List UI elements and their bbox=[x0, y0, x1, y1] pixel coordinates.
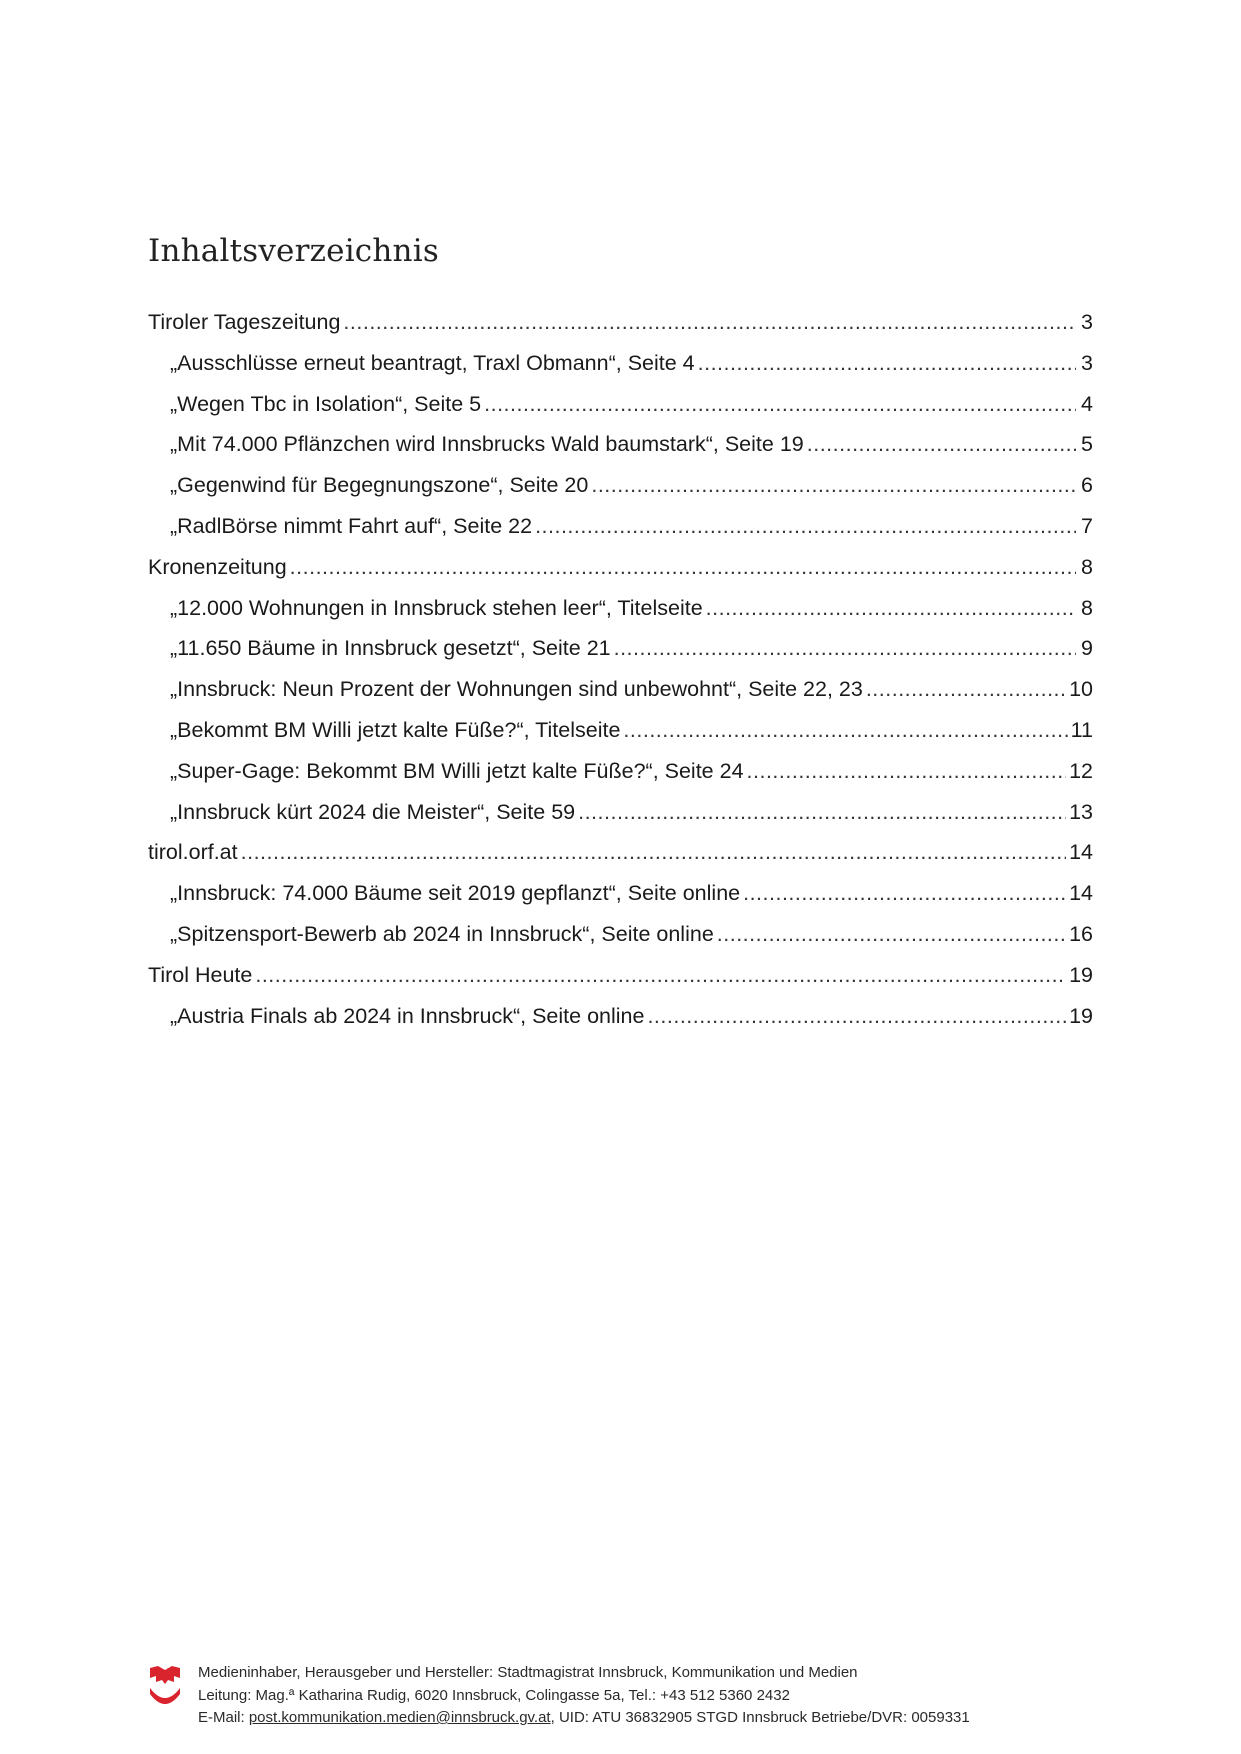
table-of-contents bbox=[148, 302, 1093, 1036]
toc-article-entry[interactable] bbox=[148, 873, 1093, 914]
toc-dot-leader bbox=[743, 873, 1066, 914]
footer-publisher: Medieninhaber, Herausgeber und Hersteller: Stadtmagistrat Innsbruck, Kommunikation und Medien bbox=[198, 1664, 858, 1681]
toc-entry-text: „12.000 Wohnungen in Innsbruck stehen leer“, Titelseite bbox=[170, 595, 703, 620]
toc-dot-leader bbox=[866, 669, 1066, 710]
toc-entry-text: Kronenzeitung bbox=[148, 554, 287, 579]
toc-dot-leader bbox=[706, 588, 1076, 629]
toc-page-number: 19 bbox=[1069, 1003, 1093, 1028]
toc-title: Inhaltsverzeichnis bbox=[148, 233, 439, 269]
toc-dot-leader bbox=[255, 955, 1066, 996]
toc-dot-leader bbox=[747, 751, 1067, 792]
toc-article-entry[interactable] bbox=[148, 669, 1093, 710]
toc-entry-text: „Innsbruck kürt 2024 die Meister“, Seite 59 bbox=[170, 799, 576, 824]
toc-entry-text: „Bekommt BM Willi jetzt kalte Füße?“, Titelseite bbox=[170, 717, 621, 742]
toc-page-number: 14 bbox=[1069, 840, 1093, 865]
toc-dot-leader bbox=[484, 384, 1076, 425]
toc-article-entry[interactable] bbox=[148, 710, 1093, 751]
toc-dot-leader bbox=[614, 628, 1076, 669]
toc-entry-text: „11.650 Bäume in Innsbruck gesetzt“, Seite 21 bbox=[170, 636, 611, 661]
toc-article-entry[interactable] bbox=[148, 588, 1093, 629]
innsbruck-logo-icon bbox=[148, 1664, 182, 1704]
toc-article-entry[interactable] bbox=[148, 384, 1093, 425]
toc-dot-leader bbox=[647, 996, 1066, 1037]
toc-section-entry[interactable] bbox=[148, 547, 1093, 588]
toc-article-entry[interactable] bbox=[148, 628, 1093, 669]
toc-entry-text: „Innsbruck: Neun Prozent der Wohnungen sind unbewohnt“, Seite 22, 23 bbox=[170, 677, 863, 702]
toc-entry-text: „Gegenwind für Begegnungszone“, Seite 20 bbox=[170, 473, 589, 498]
toc-page-number: 19 bbox=[1069, 962, 1093, 987]
toc-section-entry[interactable] bbox=[148, 302, 1093, 343]
toc-page-number: 3 bbox=[1081, 310, 1093, 334]
toc-dot-leader bbox=[241, 832, 1066, 873]
toc-article-entry[interactable] bbox=[148, 343, 1093, 384]
footer-email-label: E-Mail: bbox=[198, 1709, 249, 1726]
toc-entry-text: „Spitzensport-Bewerb ab 2024 in Innsbruck“, Seite online bbox=[170, 921, 714, 946]
toc-page-number: 9 bbox=[1081, 636, 1093, 661]
toc-page-number: 8 bbox=[1081, 595, 1093, 620]
footer-management: Leitung: Mag.ª Katharina Rudig, 6020 Innsbruck, Colingasse 5a, Tel.: +43 512 5360 2432 bbox=[198, 1686, 790, 1704]
toc-entry-text: „Wegen Tbc in Isolation“, Seite 5 bbox=[170, 391, 482, 416]
toc-dot-leader bbox=[290, 547, 1076, 588]
toc-article-entry[interactable] bbox=[148, 792, 1093, 833]
toc-page-number: 10 bbox=[1069, 677, 1093, 702]
toc-page-number: 6 bbox=[1081, 473, 1093, 498]
footer-email-link[interactable]: post.kommunikation.medien@innsbruck.gv.at bbox=[248, 1709, 551, 1726]
toc-section-entry[interactable] bbox=[148, 955, 1093, 996]
footer-uid: , UID: ATU 36832905 STGD Innsbruck Betriebe/DVR: 0059331 bbox=[550, 1709, 970, 1726]
toc-dot-leader bbox=[807, 424, 1076, 465]
toc-entry-text: „Ausschlüsse erneut beantragt, Traxl Obmann“, Seite 4 bbox=[170, 350, 695, 375]
toc-article-entry[interactable] bbox=[148, 914, 1093, 955]
toc-dot-leader bbox=[343, 302, 1076, 343]
toc-page-number: 13 bbox=[1069, 799, 1093, 824]
toc-page-number: 4 bbox=[1081, 391, 1093, 416]
toc-article-entry[interactable] bbox=[148, 751, 1093, 792]
toc-page-number: 11 bbox=[1070, 717, 1093, 742]
toc-entry-text: „Mit 74.000 Pflänzchen wird Innsbrucks Wald baumstark“, Seite 19 bbox=[170, 432, 804, 457]
toc-entry-text: Tirol Heute bbox=[148, 962, 253, 987]
toc-page-number: 16 bbox=[1069, 921, 1093, 946]
toc-page-number: 3 bbox=[1081, 350, 1093, 375]
footer-contact bbox=[198, 1707, 970, 1730]
toc-article-entry[interactable] bbox=[148, 424, 1093, 465]
toc-page-number: 14 bbox=[1069, 881, 1093, 906]
toc-article-entry[interactable] bbox=[148, 465, 1093, 506]
toc-dot-leader bbox=[535, 506, 1076, 547]
toc-page-number: 8 bbox=[1081, 554, 1093, 579]
toc-dot-leader bbox=[717, 914, 1066, 955]
toc-section-entry[interactable] bbox=[148, 832, 1093, 873]
toc-dot-leader bbox=[698, 343, 1076, 384]
toc-entry-text: „Super-Gage: Bekommt BM Willi jetzt kalte Füße?“, Seite 24 bbox=[170, 758, 744, 783]
toc-entry-text: „Innsbruck: 74.000 Bäume seit 2019 gepflanzt“, Seite online bbox=[170, 881, 741, 906]
toc-page-number: 7 bbox=[1081, 513, 1093, 538]
toc-entry-text: „Austria Finals ab 2024 in Innsbruck“, Seite online bbox=[170, 1003, 645, 1028]
toc-entry-text: Tiroler Tageszeitung bbox=[148, 310, 341, 334]
toc-page-number: 12 bbox=[1069, 758, 1093, 783]
toc-entry-text: tirol.orf.at bbox=[148, 840, 238, 865]
toc-article-entry[interactable] bbox=[148, 506, 1093, 547]
toc-page-number: 5 bbox=[1081, 432, 1093, 457]
toc-entry-text: „RadlBörse nimmt Fahrt auf“, Seite 22 bbox=[170, 513, 533, 538]
toc-article-entry[interactable] bbox=[148, 996, 1093, 1037]
toc-dot-leader bbox=[623, 710, 1067, 751]
toc-dot-leader bbox=[578, 792, 1066, 833]
toc-dot-leader bbox=[591, 465, 1076, 506]
